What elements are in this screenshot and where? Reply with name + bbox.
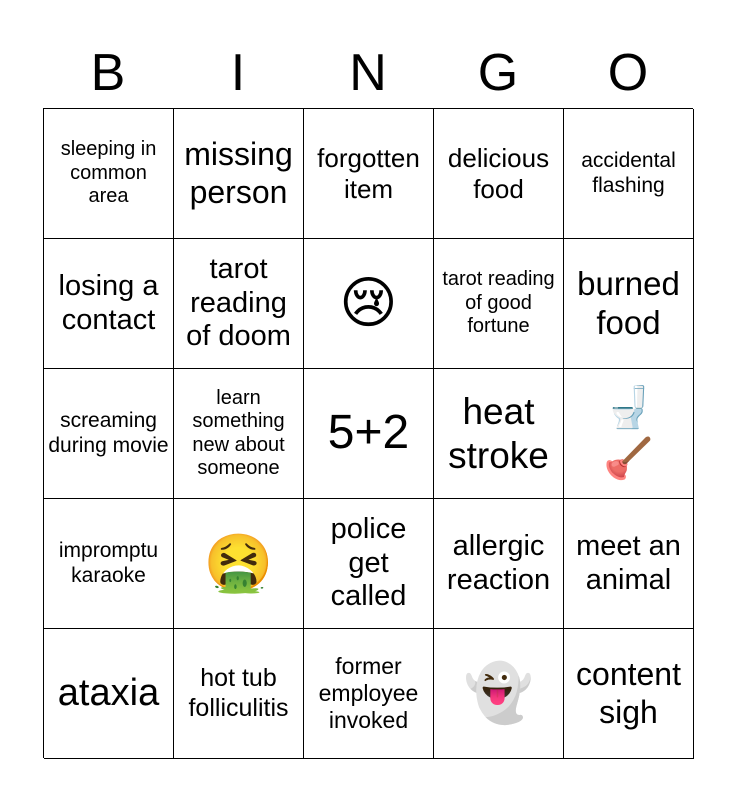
cell-label: missing person [184,136,293,210]
bingo-cell[interactable] [44,629,174,759]
cell-label: accidental flashing [581,148,676,197]
emoji-glyph: 🚽 [603,384,654,431]
toilet-and-plunger-icon [604,385,654,483]
header-letter-o: O [607,44,649,102]
bingo-cell[interactable] [434,239,564,369]
bingo-cell[interactable] [174,369,304,499]
cell-label: sleeping in common area [60,138,157,208]
bingo-cell[interactable] [44,109,174,239]
emoji-glyph: 👻 [463,660,534,726]
bingo-cell[interactable] [434,369,564,499]
cell-label: hot tub folliculitis [188,664,289,722]
emoji-glyph: 🪠 [603,435,654,482]
bingo-cell[interactable] [174,499,304,629]
cell-label: tarot reading of doom [186,252,291,353]
bingo-cell[interactable] [564,629,694,759]
cell-label: 5+2 [327,406,410,460]
crying-face-icon [339,271,397,337]
bingo-cell[interactable] [174,239,304,369]
bingo-cell[interactable] [564,499,694,629]
emoji-glyph: 🤮 [203,530,274,596]
cell-label: police get called [330,512,407,613]
header-letter-b: B [90,44,126,102]
cell-label: burned food [577,264,680,341]
bingo-cell[interactable] [434,629,564,759]
bingo-cell[interactable] [434,499,564,629]
cell-label: allergic reaction [446,529,551,596]
cell-label: losing a contact [58,269,159,336]
bingo-cell[interactable] [304,629,434,759]
cell-label: heat stroke [448,391,549,476]
ghost-icon [464,661,534,727]
bingo-cell[interactable] [44,499,174,629]
cell-label: delicious food [447,143,550,204]
bingo-cell[interactable] [174,109,304,239]
cell-label: former employee invoked [318,653,419,733]
bingo-cell[interactable] [304,109,434,239]
bingo-cell[interactable] [304,499,434,629]
header-letter-i: I [230,44,246,102]
bingo-header [43,38,693,108]
bingo-cell[interactable] [564,239,694,369]
bingo-cell[interactable] [304,239,434,369]
header-letter-n: N [349,44,387,102]
cell-label: meet an animal [576,529,681,596]
bingo-cell[interactable] [174,629,304,759]
cell-label: content sigh [576,656,681,730]
cell-label: tarot reading of good fortune [442,268,555,338]
cell-label: ataxia [57,672,160,715]
cell-label: impromptu karaoke [58,538,159,587]
bingo-grid [43,108,693,758]
emoji-glyph: 😢 [339,270,398,336]
cell-label: forgotten item [317,143,420,204]
header-letter-g: G [477,44,519,102]
cell-label: learn something new about someone [192,386,285,479]
bingo-cell[interactable] [564,369,694,499]
bingo-cell[interactable] [434,109,564,239]
cell-label: screaming during movie [48,408,169,457]
bingo-cell[interactable] [564,109,694,239]
bingo-cell[interactable] [304,369,434,499]
vomiting-face-icon [204,531,274,597]
bingo-cell[interactable] [44,369,174,499]
bingo-cell[interactable] [44,239,174,369]
